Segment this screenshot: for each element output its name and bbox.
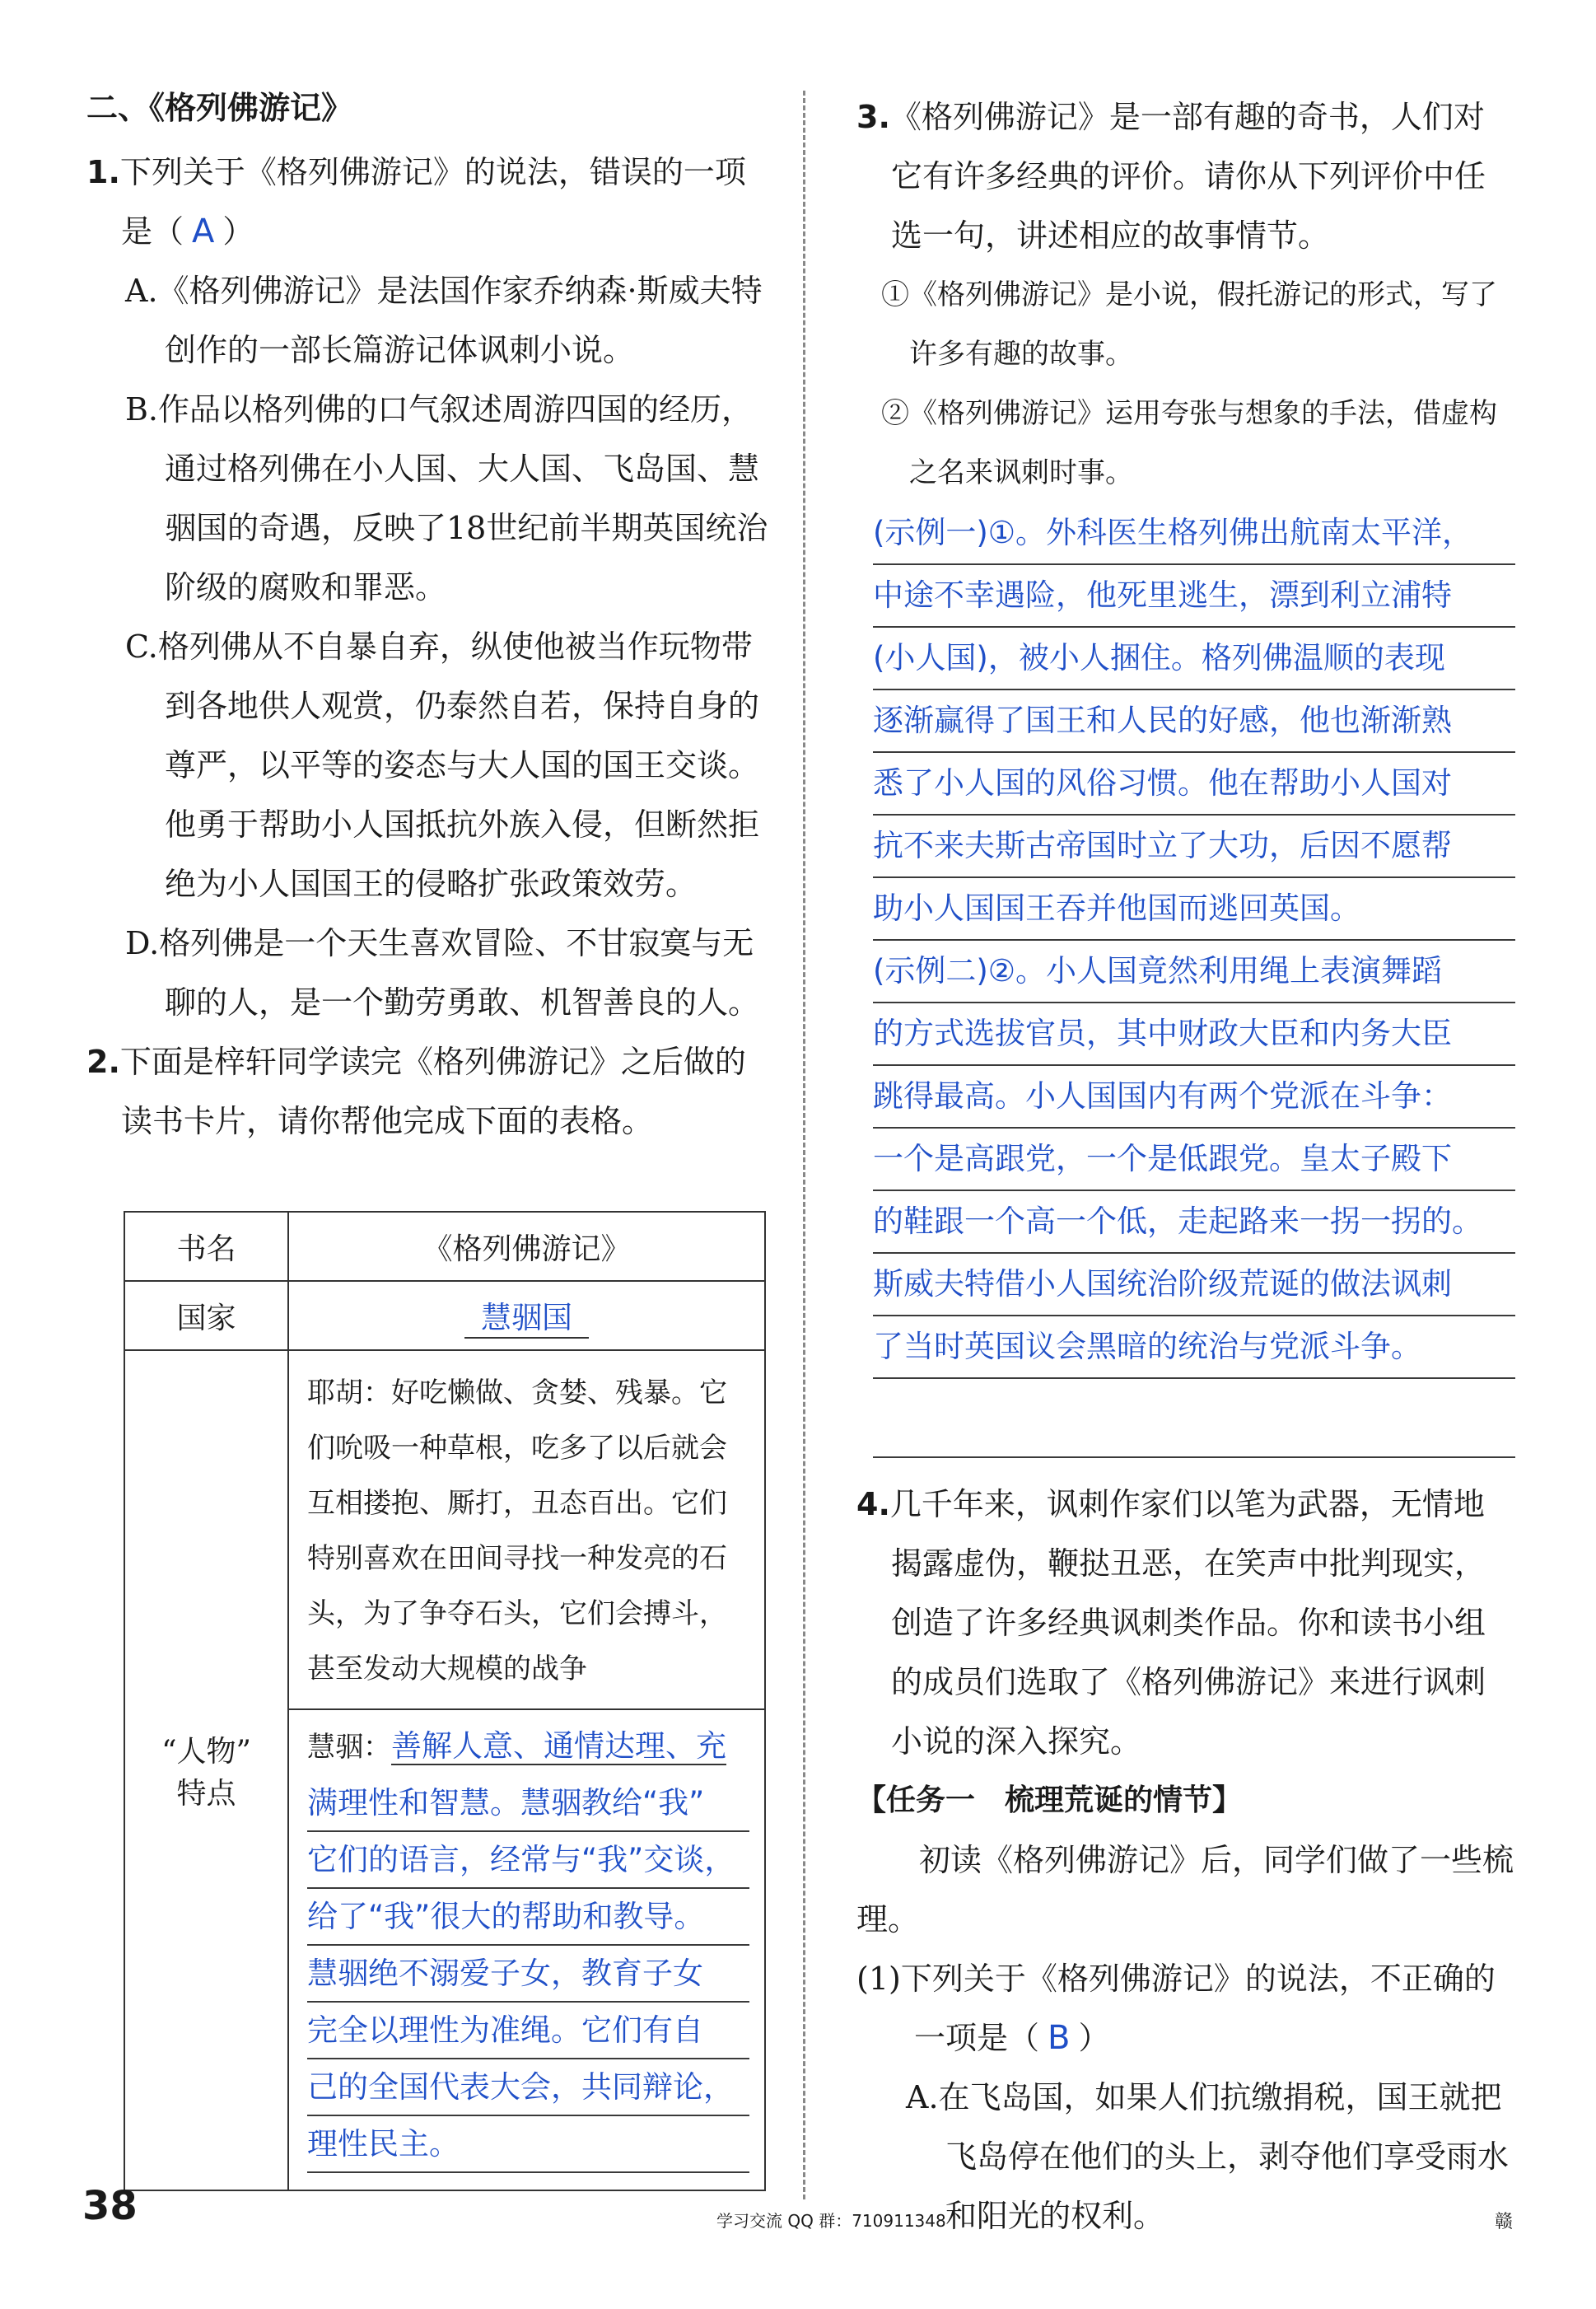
- card-value-book: 《格列佛游记》: [288, 1212, 765, 1281]
- card-row-country: [124, 1281, 765, 1350]
- question-3-stem: 《格列佛游记》是一部有趣的奇书，人们对它有许多经典的评价。请你从下列评价中任选一句，讲述相应的故事情节。: [889, 99, 1486, 254]
- option-text: 格列佛从不自暴自弃，纵使他被当作玩物带到各地供人观赏，仍泰然自若，保持自身的尊严，以平等的姿态与大人国的国王交谈。他勇于帮助小人国抵抗外族入侵，但断然拒绝为小人国国王的侵略扩张政策效劳。: [157, 629, 760, 902]
- q3-item-1: ①《格列佛游记》是小说，假托游记的形式，写了许多有趣的故事。: [881, 278, 1497, 371]
- q3-answer-line: 斯威夫特借小人国统治阶级荒诞的做法讽刺: [873, 1254, 1515, 1316]
- task-intro: 初读《格列佛游记》后，同学们做了一些梳理。: [856, 1842, 1514, 1937]
- q3-answer-line: [873, 1395, 1515, 1458]
- option-text: 格列佛是一个天生喜欢冒险、不甘寂寞与无聊的人，是一个勤劳勇敢、机智善良的人。: [159, 925, 760, 1021]
- q3-answer-line: 逐渐赢得了国王和人民的好感，他也渐渐熟: [873, 690, 1515, 753]
- card-row-book: [124, 1212, 765, 1281]
- q4-sub1-answer: B: [1048, 2019, 1071, 2057]
- question-2-stem: 下面是梓轩同学读完《格列佛游记》之后做的读书卡片，请你帮他完成下面的表格。: [119, 1044, 746, 1139]
- houyhnhnm-answer-line: 它们的语言，经常与“我”交谈，: [307, 1832, 749, 1889]
- q3-answer-line: 助小人国国王吞并他国而逃回英国。: [873, 878, 1515, 941]
- q4-sub1-stem: (1)下列关于《格列佛游记》的说法，不正确的一项是（: [856, 1961, 1496, 2056]
- column-divider: [803, 91, 805, 2199]
- q3-answer-line: 了当时英国议会黑暗的统治与党派斗争。: [873, 1316, 1515, 1379]
- q4-sub1: [856, 1949, 1515, 2068]
- question-4: [856, 1475, 1515, 1771]
- question-4-stem: 几千年来，讽刺作家们以笔为武器，无情地揭露虚伪，鞭挞丑恶，在笑声中批判现实，创造了许多经典讽刺类作品。你和读书小组的成员们选取了《格列佛游记》来进行讽刺小说的深入探究。: [889, 1486, 1486, 1760]
- q3-answer-line: 一个是高跟党，一个是低跟党。皇太子殿下: [873, 1129, 1515, 1191]
- card-value-characters: [288, 1350, 765, 2190]
- houyhnhnm-answer-line: 慧骃绝不溺爱子女，教育子女: [307, 1946, 749, 2003]
- houyhnhnm-answer-line: 理性民主。: [307, 2116, 749, 2173]
- yahoo-description: 耶胡：好吃懒做、贪婪、残暴。它们吮吸一种草根，吃多了以后就会互相搂抱、厮打，丑态百出。它们特别喜欢在田间寻找一种发亮的石头，为了争夺石头，它们会搏斗，甚至发动大规模的战争: [289, 1351, 764, 1710]
- card-row-characters: [124, 1350, 765, 2190]
- q3-answer-line: (小人国)，被小人捆住。格列佛温顺的表现: [873, 628, 1515, 690]
- question-1-number: 1.: [86, 154, 120, 190]
- q3-answer-line: 中途不幸遇险，他死里逃生，漂到利立浦特: [873, 565, 1515, 628]
- question-2: [86, 1032, 770, 1151]
- houyhnhnm-answer-line: 己的全国代表大会，共同辩论，: [307, 2059, 749, 2116]
- card-label-country: 国家: [124, 1281, 288, 1350]
- option-label: B.: [125, 391, 159, 428]
- question-4-number: 4.: [856, 1486, 890, 1522]
- q4-sub1-option-a: [856, 2068, 1515, 2246]
- footer-region-mark: 赣: [1495, 2212, 1514, 2232]
- question-2-number: 2.: [86, 1044, 120, 1080]
- footer-qq-text: 学习交流 QQ 群：710911348: [716, 2211, 946, 2231]
- question-3-number: 3.: [856, 99, 890, 135]
- q3-answer-line: 抗不来夫斯古帝国时立了大功，后因不愿帮: [873, 816, 1515, 878]
- left-column: [86, 82, 770, 1151]
- question-1-close: ）: [222, 213, 254, 250]
- q3-answer-line: (示例二)②。小人国竟然利用绳上表演舞蹈: [873, 941, 1515, 1003]
- q3-answer-line: 悉了小人国的风俗习惯。他在帮助小人国对: [873, 753, 1515, 816]
- houyhnhnm-answer-line: 给了“我”很大的帮助和教导。: [307, 1889, 749, 1946]
- q3-answer-block: [873, 502, 1515, 1458]
- option-text: 《格列佛游记》是法国作家乔纳森·斯威夫特创作的一部长篇游记体讽刺小说。: [157, 273, 763, 368]
- q3-answer-line: (示例一)①。外科医生格列佛出航南太平洋，: [873, 502, 1515, 565]
- q3-answer-line: 的鞋跟一个高一个低，走起路来一拐一拐的。: [873, 1191, 1515, 1254]
- q1-option-d: [86, 914, 770, 1032]
- page-number: 38: [82, 2183, 138, 2229]
- option-text: 在飞岛国，如果人们抗缴捐税，国王就把飞岛停在他们的头上，剥夺他们享受雨水和阳光的权利。: [938, 2079, 1510, 2234]
- question-1-stem: 下列关于《格列佛游记》的说法，错误的一项是（: [119, 154, 746, 250]
- question-3: [856, 87, 1515, 265]
- question-1: [86, 143, 770, 261]
- characters-label-line2: 特点: [176, 1777, 236, 1811]
- q3-answer-line: 的方式选拔官员，其中财政大臣和内务大臣: [873, 1003, 1515, 1066]
- houyhnhnm-description: [289, 1710, 764, 2190]
- houyhnhnm-label: 慧骃：: [307, 1731, 391, 1764]
- option-text: 作品以格列佛的口气叙述周游四国的经历，通过格列佛在小人国、大人国、飞岛国、慧骃国的奇遇，反映了18世纪前半期英国统治阶级的腐败和罪恶。: [158, 391, 768, 605]
- task-title: 【任务一 梳理荒诞的情节】: [856, 1783, 1243, 1817]
- q1-option-a: [86, 261, 770, 380]
- card-value-country: [288, 1281, 765, 1350]
- right-column: [856, 82, 1515, 2246]
- reading-card-table: [124, 1211, 766, 2191]
- characters-label-line1: “人物”: [161, 1735, 251, 1769]
- q1-option-b: [86, 380, 770, 617]
- question-1-answer: A: [192, 213, 215, 250]
- q1-option-c: [86, 617, 770, 914]
- card-label-book: 书名: [124, 1212, 288, 1281]
- section-title: 二、《格列佛游记》: [86, 90, 353, 126]
- q3-item-2: ②《格列佛游记》运用夸张与想象的手法，借虚构之名来讽刺时事。: [881, 397, 1497, 489]
- card-label-characters: [124, 1350, 288, 2190]
- option-label: A.: [906, 2079, 939, 2115]
- houyhnhnm-answer-line: 完全以理性为准绳。它们有自: [307, 2003, 749, 2059]
- country-answer: 慧骃国: [464, 1292, 589, 1339]
- houyhnhnm-answer-line: 满理性和智慧。慧骃教给“我”: [307, 1775, 749, 1832]
- houyhnhnm-answer-line: 善解人意、通情达理、充: [391, 1728, 726, 1764]
- q4-sub1-close: ）: [1078, 2020, 1110, 2056]
- option-label: D.: [125, 925, 160, 961]
- q3-answer-line: 跳得最高。小人国国内有两个党派在斗争：: [873, 1066, 1515, 1129]
- option-label: C.: [125, 629, 158, 665]
- option-label: A.: [125, 273, 158, 309]
